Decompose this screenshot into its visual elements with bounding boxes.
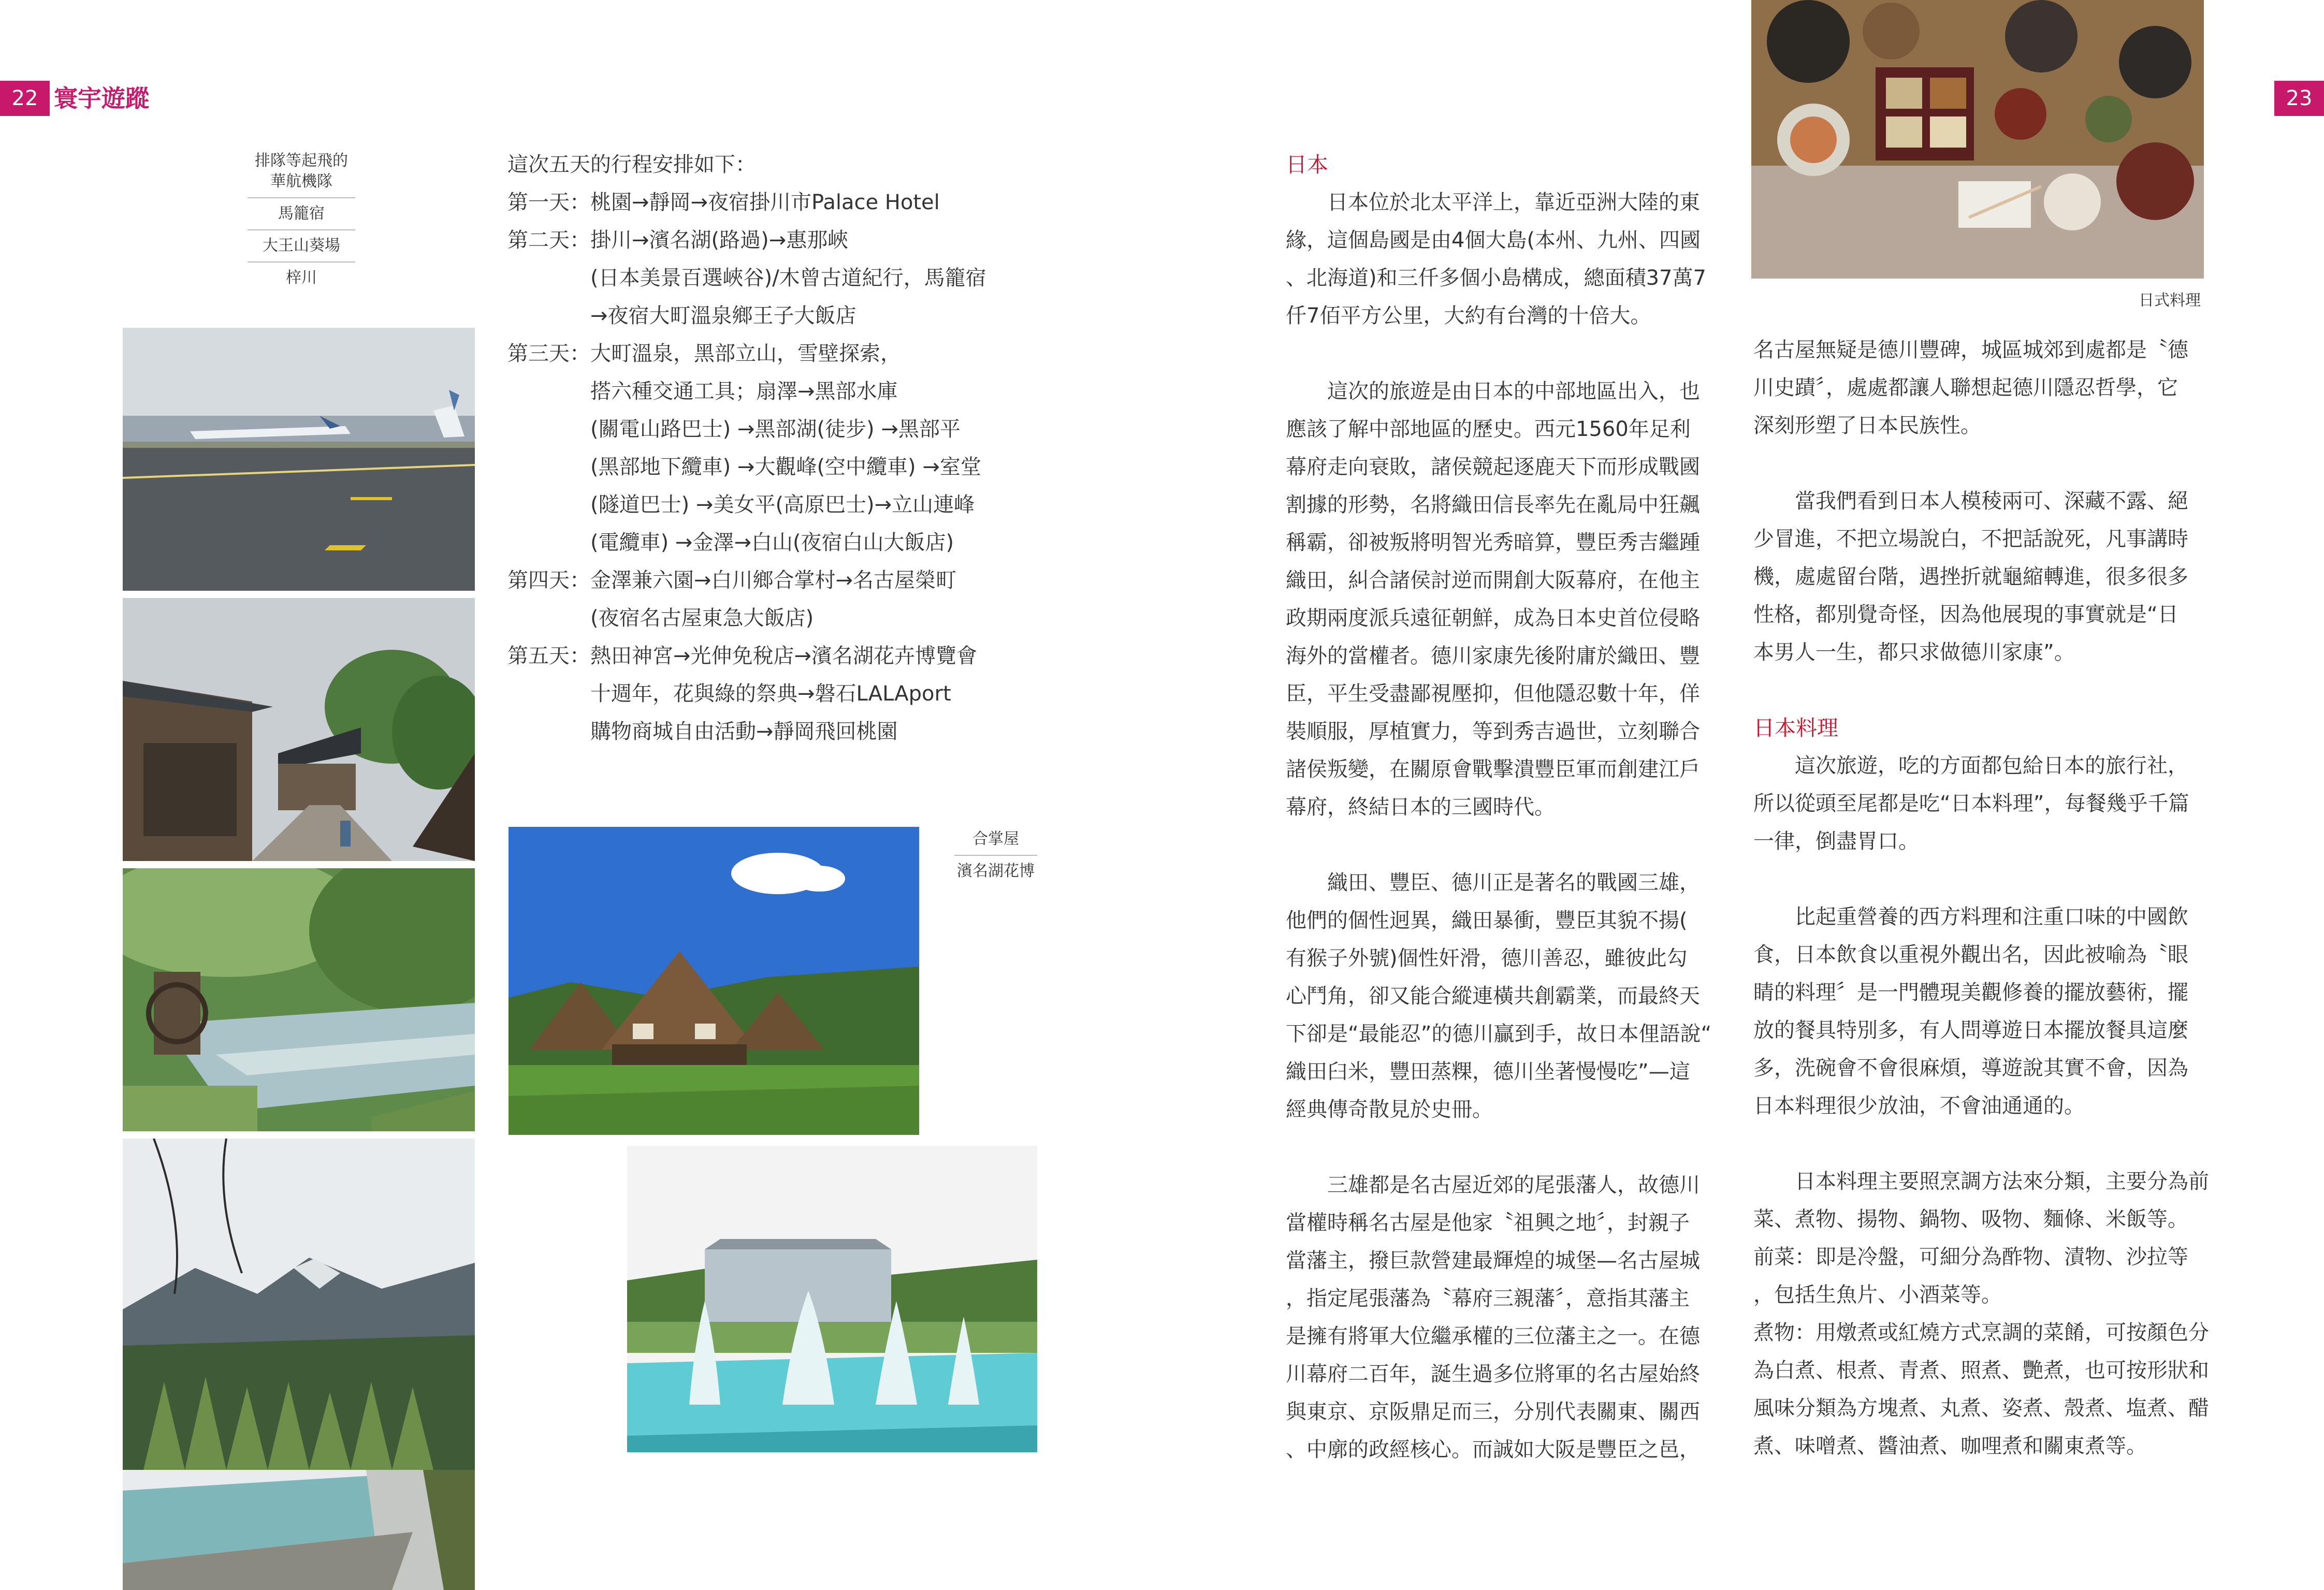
itinerary-line: (黑部地下纜車) →大觀峰(空中纜車) →室堂 [507,455,981,479]
gassho-house-photo [509,827,919,1135]
itinerary-line: →夜宿大町溫泉鄉王子大飯店 [507,304,856,328]
caption-japanese-cuisine: 日式料理 [2139,291,2201,310]
text-line: 日本料理主要照烹調方法來分類，主要分為前 [1795,1170,2209,1193]
left-photo-captions [248,148,355,291]
azusa-river-photo [123,1139,475,1590]
text-line: 深刻形塑了日本民族性。 [1753,414,1981,437]
itinerary-line: 第四天：金澤兼六園→白川鄉合掌村→名古屋榮町 [507,568,957,592]
text-line: 織田臼米，豐田蒸粿，德川坐著慢慢吃”—這 [1286,1060,1690,1084]
text-line: 這次的旅遊是由日本的中部地區出入，也 [1327,380,1700,403]
wasabi-farm-photo [123,868,475,1131]
caption-magome: 馬籠宿 [278,205,325,223]
text-line: 機，處處留台階，遇挫折就龜縮轉進，很多很多 [1753,565,2188,589]
text-line: 川幕府二百年，誕生過多位將軍的名古屋始終 [1286,1362,1700,1386]
itinerary [507,146,1036,751]
text-line: 織田、豐臣、德川正是著名的戰國三雄， [1327,871,1700,895]
column-cuisine-body [1753,747,2230,1465]
text-line: 為白煮、根煮、青煮、照煮、艷煮，也可按形狀和 [1753,1359,2209,1382]
airport-photo [123,328,475,591]
magome-photo [123,598,475,861]
paragraph-break [1286,1129,1723,1166]
text-line: 裝順服，厚植實力，等到秀吉過世，立刻聯合 [1286,720,1700,743]
text-line: 臣，平生受盡鄙視壓抑，但他隱忍數十年，佯 [1286,682,1700,706]
text-line: 幕府，終結日本的三國時代。 [1286,795,1555,819]
caption-gassho: 合掌屋 [972,830,1019,848]
text-line: 日本位於北太平洋上，靠近亞洲大陸的東 [1327,191,1700,214]
column-japan-body [1286,184,1723,1469]
text-line: 這次旅遊，吃的方面都包給日本的旅行社， [1795,754,2188,778]
text-line: 風味分類為方塊煮、丸煮、姿煮、殼煮、塩煮、醋 [1753,1396,2209,1420]
flower-expo-photo [627,1146,1037,1452]
text-line: 當權時稱名古屋是他家〝祖興之地〞，封親子 [1286,1211,1690,1235]
text-line: 與東京、京阪鼎足而三，分別代表關東、關西 [1286,1400,1700,1424]
itinerary-line: 十週年，花與綠的祭典→磐石LALAport [507,682,951,706]
text-line: 少冒進，不把立場說白，不把話說死，凡事講時 [1753,527,2188,551]
section-heading-japan: 日本 [1286,152,1328,177]
text-line: 、中廓的政經核心。而誠如大阪是豐臣之邑， [1286,1438,1700,1462]
text-line: 政期兩度派兵遠征朝鮮，成為日本史首位侵略 [1286,606,1700,630]
text-line: 前菜：即是冷盤，可細分為酢物、漬物、沙拉等 [1753,1245,2188,1269]
text-line: 經典傳奇散見於史冊。 [1286,1098,1493,1121]
itinerary-line: (日本美景百選峽谷)/木曾古道紀行，馬籠宿 [507,266,986,290]
column-cuisine [1753,331,2230,1465]
itinerary-intro: 這次五天的行程安排如下： [507,153,756,177]
text-line: 諸侯叛變，在關原會戰擊潰豐臣軍而創建江戶 [1286,757,1700,781]
text-line: 有猴子外號)個性奸滑，德川善忍，雖彼此勾 [1286,946,1688,970]
text-line: 所以從頭至尾都是吃“日本料理”，每餐幾乎千篇 [1753,792,2189,815]
text-line: 三雄都是名古屋近郊的尾張藩人，故德川 [1327,1173,1700,1197]
itinerary-line: 購物商城自由活動→靜岡飛回桃園 [507,720,898,743]
text-line: 、北海道)和三仟多個小島構成，總面積37萬7 [1286,266,1706,290]
section-heading-cuisine: 日本料理 [1753,716,1838,740]
text-line: 川史蹟〞，處處都讓人聯想起德川隱忍哲學，它 [1753,376,2178,400]
text-line: 應該了解中部地區的歷史。西元1560年足利 [1286,417,1691,441]
text-line: 割據的形勢，名將織田信長率先在亂局中狂飆 [1286,493,1700,517]
text-line: 多，洗碗會不會很麻煩，導遊說其實不會，因為 [1753,1056,2188,1080]
itinerary-line: (關電山路巴士) →黑部湖(徒步) →黑部平 [507,417,961,441]
paragraph-break [1753,672,2230,709]
japanese-cuisine-photo [1751,0,2204,279]
itinerary-line: 第五天：熱田神宮→光伸免稅店→濱名湖花卉博覽會 [507,644,978,668]
text-line: ，指定尾張藩為〝幕府三親藩〞，意指其藩主 [1286,1287,1690,1310]
column-cuisine-intro [1753,331,2230,709]
text-line: 菜、煮物、揚物、鍋物、吸物、麵條、米飯等。 [1753,1207,2188,1231]
text-line: 下卻是“最能忍”的德川贏到手，故日本俚語說“ [1286,1022,1712,1046]
paragraph-break [1753,1125,2230,1163]
itinerary-line: (電纜車) →金澤→白山(夜宿白山大飯店) [507,531,954,555]
itinerary-line: (夜宿名古屋東急大飯店) [507,606,814,630]
itinerary-line: 第一天：桃園→靜岡→夜宿掛川市Palace Hotel [507,191,940,214]
text-line: 本男人一生，都只求做德川家康”。 [1753,640,2075,664]
itinerary-line: (隧道巴士) →美女平(高原巴士)→立山連峰 [507,493,975,517]
caption-divider [248,261,355,262]
text-line: 食，日本飲食以重視外觀出名，因此被喻為〝眼 [1753,943,2188,967]
caption-divider [248,229,355,230]
itinerary-line: 第二天：掛川→濱名湖(路過)→惠那峽 [507,228,849,252]
left-page-number: 22 [0,81,50,116]
caption-airplane-queue: 排隊等起飛的 華航機隊 [255,152,348,191]
itinerary-line: 第三天：大町溫泉，黑部立山，雪壁探索， [507,342,901,366]
text-line: 當我們看到日本人模稜兩可、深藏不露、絕 [1795,489,2188,513]
text-line: 睛的料理〞是一門體現美觀修養的擺放藝術，擺 [1753,981,2188,1004]
magazine-title: 寰宇遊蹤 [54,84,149,112]
right-page-number: 23 [2274,81,2324,116]
text-line: 當藩主，撥巨款營建最輝煌的城堡—名古屋城 [1286,1249,1700,1273]
text-line: 他們的個性迥異，織田暴衝，豐臣其貌不揚( [1286,909,1688,932]
mid-photo-captions [954,826,1037,885]
caption-azusa: 梓川 [286,269,317,287]
caption-divider [248,197,355,198]
text-line: 煮、味噌煮、醬油煮、咖哩煮和關東煮等。 [1753,1434,2147,1458]
caption-wasabi-farm: 大王山葵場 [263,237,340,255]
text-line: 織田，糾合諸侯討逆而開創大阪幕府，在他主 [1286,568,1700,592]
paragraph-break [1753,860,2230,898]
text-line: 海外的當權者。德川家康先後附庸於織田、豐 [1286,644,1700,668]
itinerary-line: 搭六種交通工具；扇澤→黑部水庫 [507,380,898,403]
text-line: 日本料理很少放油，不會油通通的。 [1753,1094,2085,1118]
text-line: 緣，這個島國是由4個大島(本州、九州、四國 [1286,228,1701,252]
paragraph-break [1286,335,1723,373]
text-line: 放的餐具特別多，有人問導遊日本擺放餐具這麼 [1753,1018,2188,1042]
text-line: 是擁有將軍大位繼承權的三位藩主之一。在德 [1286,1324,1700,1348]
text-line: 稱霸，卻被叛將明智光秀暗算，豐臣秀吉繼踵 [1286,531,1700,555]
text-line: 比起重營養的西方料理和注重口味的中國飲 [1795,905,2188,929]
text-line: ，包括生魚片、小酒菜等。 [1753,1283,2002,1307]
text-line: 一律，倒盡胃口。 [1753,829,1919,853]
paragraph-break [1753,445,2230,483]
text-line: 幕府走向衰敗，諸侯競起逐鹿天下而形成戰國 [1286,455,1700,479]
paragraph-break [1286,826,1723,864]
text-line: 性格，都別覺奇怪，因為他展現的事實就是“日 [1753,603,2178,626]
text-line: 煮物：用燉煮或紅燒方式烹調的菜餚，可按顏色分 [1753,1321,2209,1345]
column-japan [1286,146,1723,1469]
text-line: 仟7佰平方公里，大約有台灣的十倍大。 [1286,304,1651,328]
text-line: 心鬥角，卻又能合縱連橫共創霸業，而最終天 [1286,984,1700,1008]
caption-divider [954,855,1037,856]
text-line: 名古屋無疑是德川豐碑，城區城郊到處都是〝德 [1753,338,2188,362]
caption-flower-expo: 濱名湖花博 [957,862,1035,880]
